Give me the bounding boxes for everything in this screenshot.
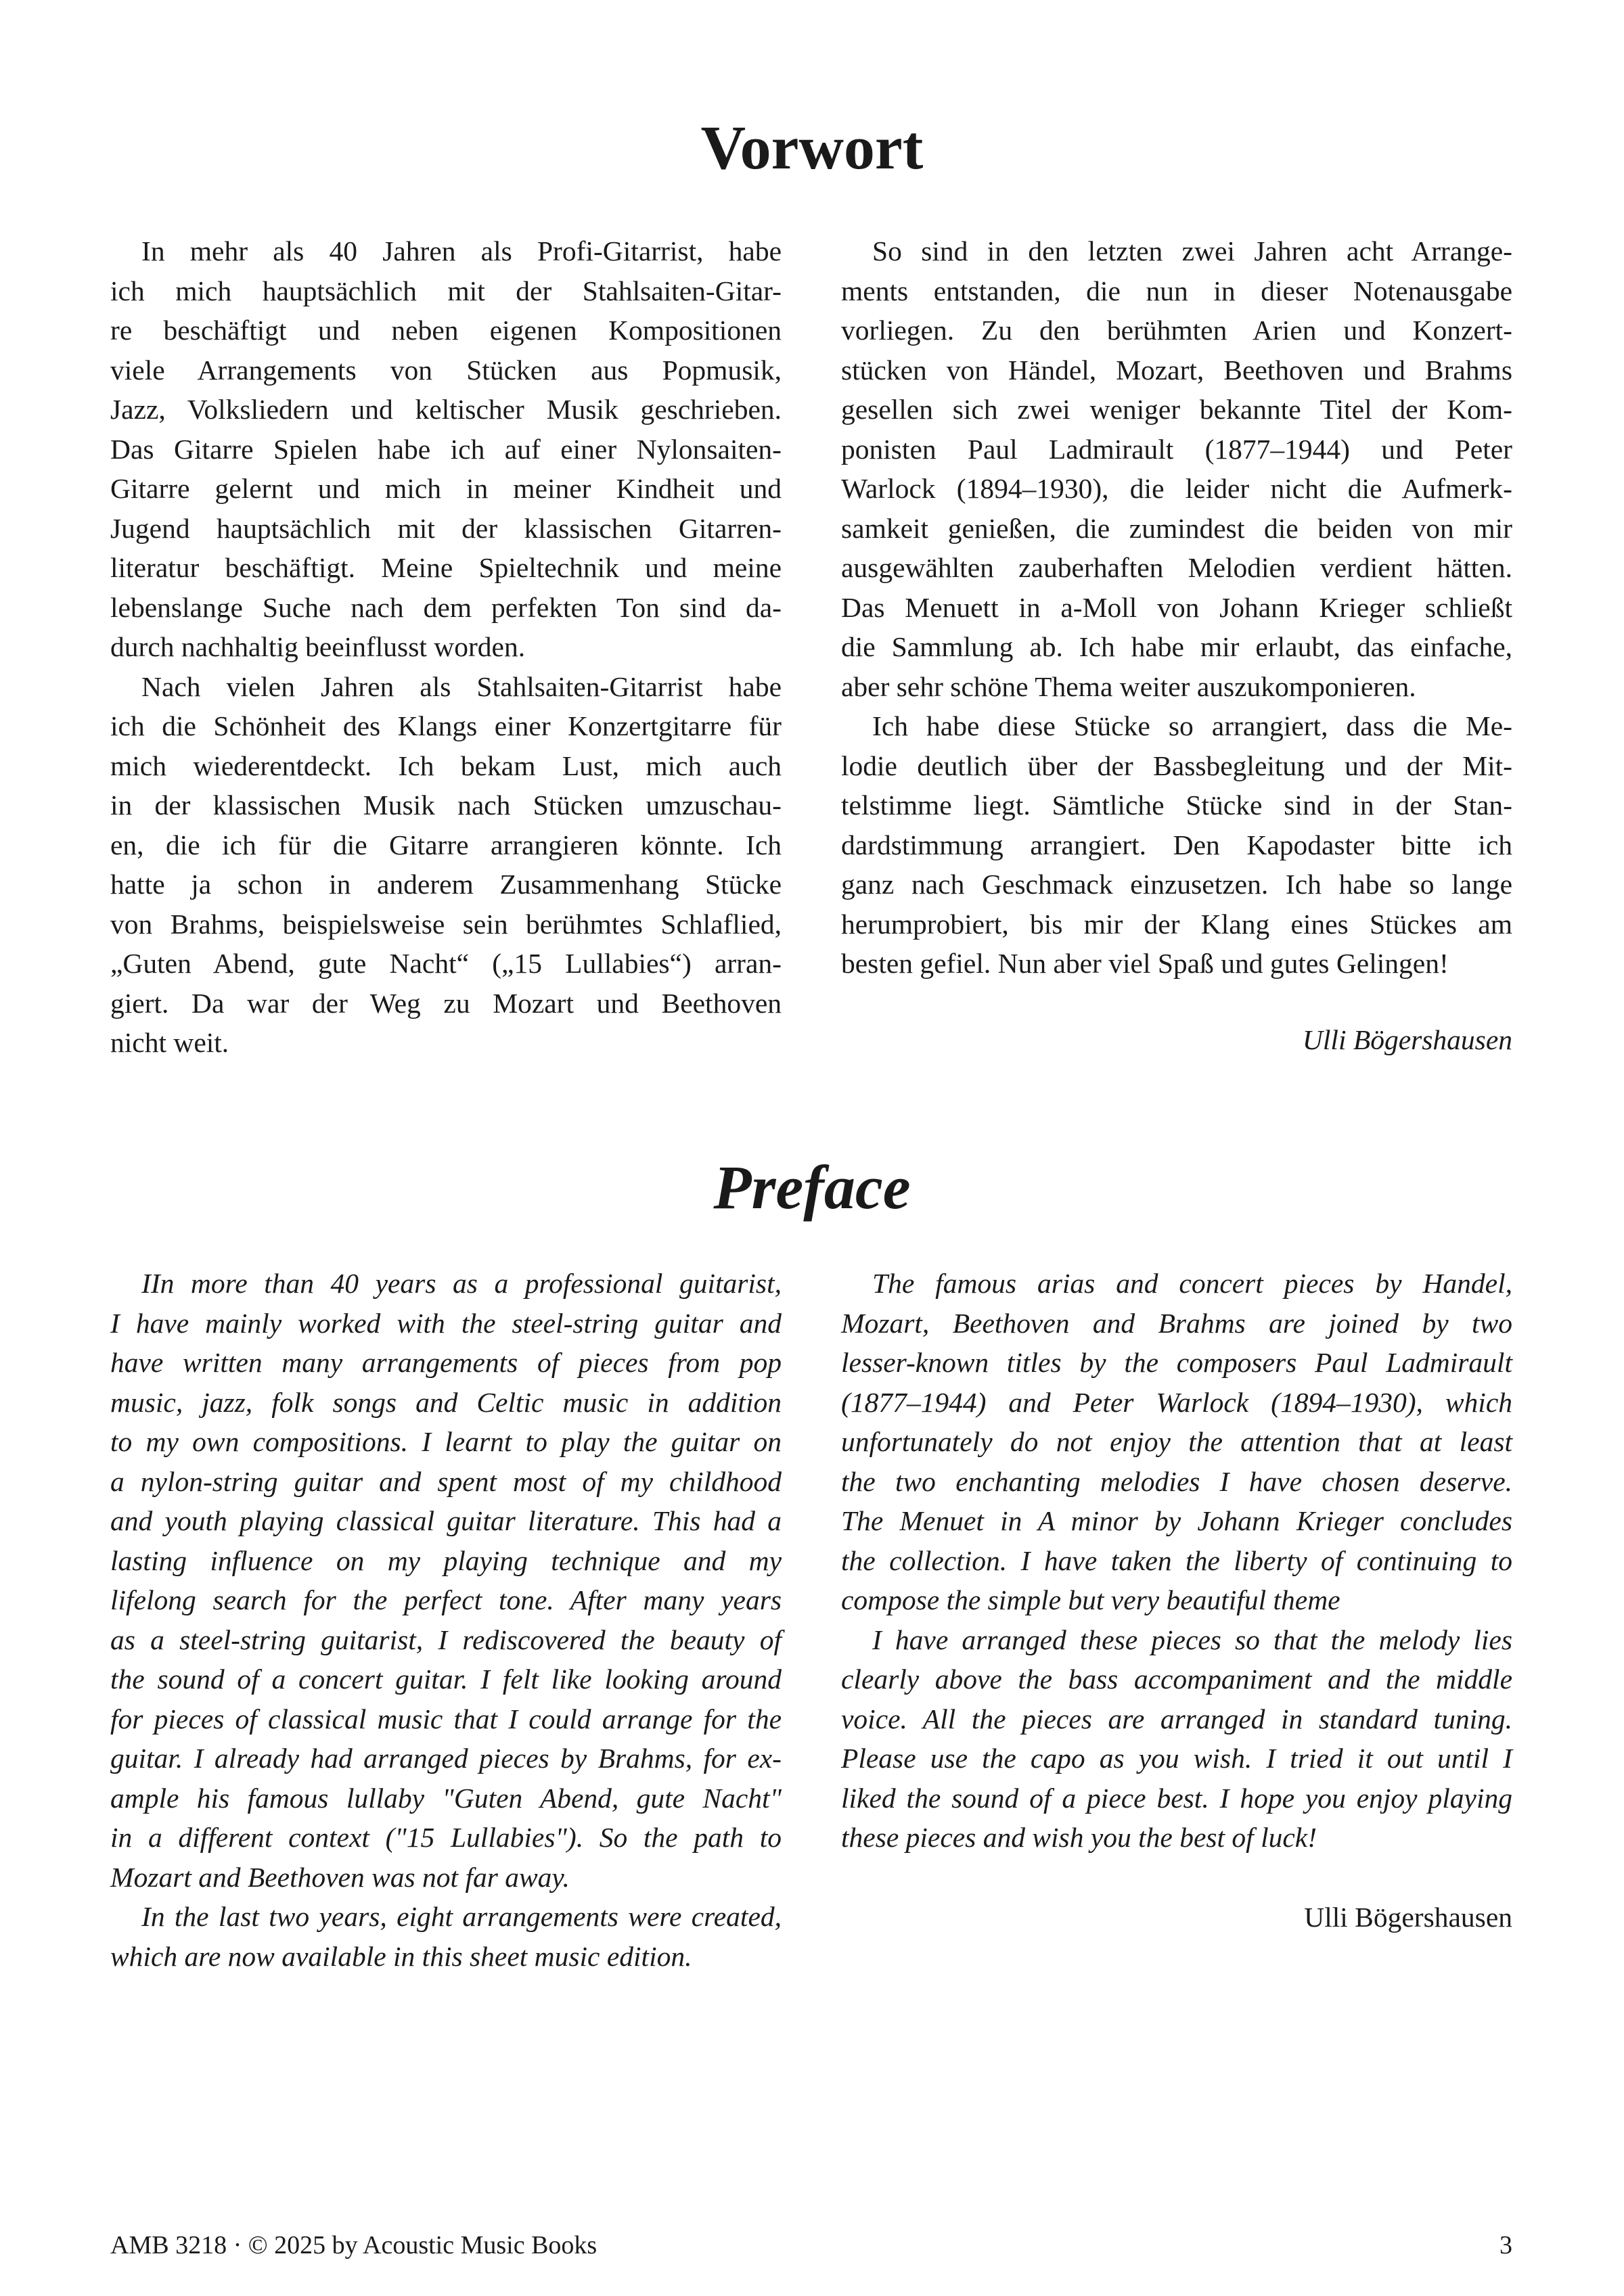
text-line: durch nachhaltig beeinflusst worden. — [110, 631, 526, 662]
page-number: 3 — [1499, 2231, 1512, 2259]
text-line: Jugend hauptsächlich mit der klassischen Gitarren- — [110, 512, 782, 544]
text-line: In mehr als 40 Jahren als Profi-Gitarrist, habe — [141, 235, 782, 267]
text-line: So sind in den letzten zwei Jahren acht Arrange- — [872, 235, 1512, 267]
text-line: Gitarre gelernt und mich in meiner Kindheit und — [110, 473, 782, 504]
paragraph — [841, 231, 1512, 706]
text-line: these pieces and wish you the best of luck! — [841, 1822, 1317, 1853]
text-line: voice. All the pieces are arranged in standard tuning. — [841, 1703, 1512, 1735]
text-line: clearly above the bass accompaniment and the middle — [841, 1663, 1512, 1695]
text-line: lesser-known titles by the composers Paul Ladmirault — [841, 1347, 1512, 1378]
preface-signature: Ulli Bögershausen — [1304, 1902, 1512, 1933]
text-line: guitar. I already had arranged pieces by Brahms, for ex- — [110, 1743, 782, 1774]
text-line: von Brahms, beispielsweise sein berühmtes Schlaflied, — [110, 908, 782, 940]
text-line: ausgewählten zauberhaften Melodien verdient hätten. — [841, 552, 1512, 583]
text-line: literatur beschäftigt. Meine Spieltechnik und meine — [110, 552, 782, 583]
paragraph — [110, 667, 782, 1063]
preface-left-column — [110, 1264, 782, 1976]
text-line: telstimme liegt. Sämtliche Stücke sind in der Stan- — [841, 789, 1512, 821]
text-line: Mozart and Beethoven was not far away. — [110, 1861, 570, 1893]
text-line: ich die Schönheit des Klangs einer Konzertgitarre für — [110, 710, 782, 741]
text-line: have written many arrangements of pieces from pop — [110, 1347, 782, 1378]
text-line: and youth playing classical guitar literature. This had a — [110, 1505, 782, 1536]
text-line: lifelong search for the perfect tone. After many years — [110, 1584, 782, 1615]
text-line: giert. Da war der Weg zu Mozart und Beethoven — [110, 987, 782, 1019]
text-line: which are now available in this sheet music edition. — [110, 1940, 692, 1972]
text-line: ich mich hauptsächlich mit der Stahlsaiten-Gitar- — [110, 275, 782, 306]
text-line: lebenslange Suche nach dem perfekten Ton sind da- — [110, 591, 782, 623]
text-line: (1877–1944) and Peter Warlock (1894–1930), which — [841, 1386, 1512, 1418]
text-line: Warlock (1894–1930), die leider nicht die Aufmerk- — [841, 473, 1512, 504]
vorwort-title: Vorwort — [700, 113, 924, 182]
text-line: Please use the capo as you wish. I tried it out until I — [841, 1743, 1512, 1774]
text-line: stücken von Händel, Mozart, Beethoven und Brahms — [841, 354, 1512, 386]
text-line: unfortunately do not enjoy the attention that at least — [841, 1426, 1512, 1457]
text-line: en, die ich für die Gitarre arrangieren könnte. Ich — [110, 829, 782, 860]
text-line: IIn more than 40 years as a professional guitarist, — [141, 1268, 782, 1299]
text-line: The Menuet in A minor by Johann Krieger concludes — [841, 1505, 1512, 1536]
vorwort-left-column — [110, 231, 782, 1063]
text-line: herumprobiert, bis mir der Klang eines Stückes am — [841, 908, 1512, 940]
text-line: to my own compositions. I learnt to play the guitar on — [110, 1426, 782, 1457]
vorwort-right-column — [841, 231, 1512, 984]
text-line: samkeit genießen, die zumindest die beiden von mir — [841, 512, 1512, 544]
text-line: the two enchanting melodies I have chosen deserve. — [841, 1465, 1512, 1497]
text-line: ample his famous lullaby "Guten Abend, gute Nacht" — [110, 1782, 782, 1814]
text-line: for pieces of classical music that I could arrange for the — [110, 1703, 782, 1735]
text-line: ponisten Paul Ladmirault (1877–1944) und Peter — [841, 433, 1512, 465]
text-line: the collection. I have taken the liberty of continuing to — [841, 1544, 1512, 1576]
paragraph — [841, 1620, 1512, 1858]
text-line: ganz nach Geschmack einzusetzen. Ich habe so lange — [841, 869, 1512, 900]
paragraph — [110, 1897, 782, 1976]
text-line: besten gefiel. Nun aber viel Spaß und gutes Gelingen! — [841, 948, 1449, 979]
text-line: re beschäftigt und neben eigenen Kompositionen — [110, 315, 782, 346]
text-line: the sound of a concert guitar. I felt like looking around — [110, 1663, 782, 1695]
text-line: aber sehr schöne Thema weiter auszukomponieren. — [841, 670, 1416, 702]
text-line: I have arranged these pieces so that the melody lies — [872, 1624, 1512, 1655]
text-line: as a steel-string guitarist, I rediscovered the beauty of — [110, 1624, 782, 1655]
text-line: Nach vielen Jahren als Stahlsaiten-Gitarrist habe — [141, 670, 782, 702]
paragraph — [841, 1264, 1512, 1620]
text-line: a nylon-string guitar and spent most of my childhood — [110, 1465, 782, 1497]
text-line: ments entstanden, die nun in dieser Notenausgabe — [841, 275, 1512, 306]
text-line: Mozart, Beethoven and Brahms are joined by two — [841, 1307, 1512, 1339]
vorwort-signature: Ulli Bögershausen — [1302, 1024, 1512, 1055]
text-line: Das Gitarre Spielen habe ich auf einer Nylonsaiten- — [110, 433, 782, 465]
text-line: die Sammlung ab. Ich habe mir erlaubt, das einfache, — [841, 631, 1512, 662]
text-line: I have mainly worked with the steel-string guitar and — [110, 1307, 782, 1339]
preface-right-column — [841, 1264, 1512, 1858]
text-line: hatte ja schon in anderem Zusammenhang Stücke — [110, 869, 782, 900]
text-line: dardstimmung arrangiert. Den Kapodaster bitte ich — [841, 829, 1512, 860]
text-line: In the last two years, eight arrangements were created, — [141, 1901, 782, 1932]
text-line: gesellen sich zwei weniger bekannte Titel der Kom- — [841, 394, 1512, 425]
text-line: lasting influence on my playing technique and my — [110, 1544, 782, 1576]
footer-imprint: AMB 3218 · © 2025 by Acoustic Music Books — [110, 2231, 597, 2259]
text-line: viele Arrangements von Stücken aus Popmusik, — [110, 354, 782, 386]
text-line: Jazz, Volksliedern und keltischer Musik geschrieben. — [110, 394, 782, 425]
text-line: in der klassischen Musik nach Stücken umzuschau- — [110, 789, 782, 821]
paragraph — [841, 706, 1512, 984]
text-line: Ich habe diese Stücke so arrangiert, dass die Me- — [872, 710, 1512, 741]
paragraph — [110, 231, 782, 667]
text-line: liked the sound of a piece best. I hope you enjoy playing — [841, 1782, 1512, 1814]
text-line: Das Menuett in a-Moll von Johann Krieger schließt — [841, 591, 1512, 623]
text-line: music, jazz, folk songs and Celtic music in addition — [110, 1386, 782, 1418]
text-line: „Guten Abend, gute Nacht“ („15 Lullabies“) arran- — [110, 948, 782, 979]
text-line: vorliegen. Zu den berühmten Arien und Konzert- — [841, 315, 1512, 346]
text-line: in a different context ("15 Lullabies"). So the path to — [110, 1822, 782, 1853]
text-line: compose the simple but very beautiful theme — [841, 1584, 1340, 1615]
text-line: The famous arias and concert pieces by Handel, — [872, 1268, 1512, 1299]
preface-title: Preface — [713, 1153, 911, 1222]
text-line: lodie deutlich über der Bassbegleitung und der Mit- — [841, 750, 1512, 781]
text-line: nicht weit. — [110, 1027, 229, 1058]
text-line: mich wiederentdeckt. Ich bekam Lust, mich auch — [110, 750, 782, 781]
paragraph — [110, 1264, 782, 1897]
